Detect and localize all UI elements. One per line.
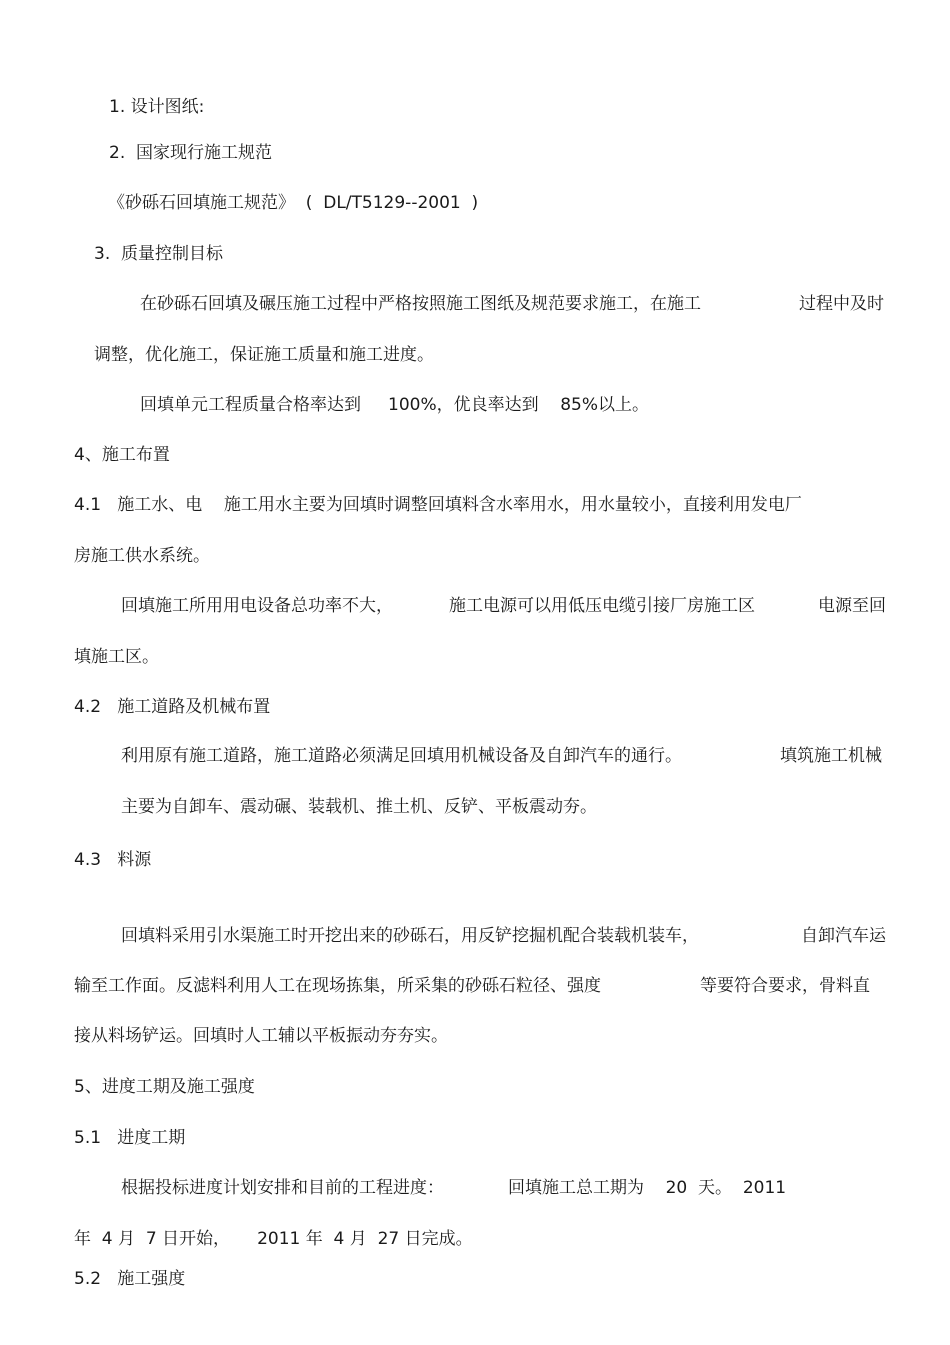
item-national-codes: 2. 国家现行施工规范 (109, 143, 273, 163)
paragraph-line: 等要符合要求，骨料直 (700, 976, 870, 996)
subsection-heading: 5.1 进度工期 (74, 1128, 186, 1148)
paragraph-line: 房施工供水系统。 (74, 546, 210, 566)
subsection-heading: 4.3 料源 (74, 850, 152, 870)
paragraph-line: 填施工区。 (74, 647, 159, 667)
paragraph-line: 年 4 月 7 日开始， 2011 年 4 月 27 日完成。 (74, 1229, 473, 1249)
paragraph-line: 填筑施工机械 (780, 746, 882, 766)
paragraph-line: 回填施工所用用电设备总功率不大， (121, 596, 393, 616)
paragraph-line: 回填料采用引水渠施工时开挖出来的砂砾石，用反铲挖掘机配合装载机装车， (121, 926, 699, 946)
paragraph-line: 在砂砾石回填及碾压施工过程中严格按照施工图纸及规范要求施工，在施工 (140, 294, 701, 314)
subsection-heading: 4.2 施工道路及机械布置 (74, 697, 271, 717)
subsection-heading: 5.2 施工强度 (74, 1269, 186, 1289)
section-heading: 4、施工布置 (74, 445, 170, 465)
paragraph-line: 施工电源可以用低压电缆引接厂房施工区 (449, 596, 755, 616)
paragraph-line: 根据投标进度计划安排和目前的工程进度： (121, 1178, 444, 1198)
paragraph-line: 回填施工总工期为 20 天。 2011 (508, 1178, 787, 1198)
paragraph-line: 调整，优化施工，保证施工质量和施工进度。 (94, 345, 434, 365)
subsection-water-power: 4.1 施工水、电 施工用水主要为回填时调整回填料含水率用水，用水量较小，直接利用发电厂 (74, 495, 802, 515)
paragraph-line: 主要为自卸车、震动碾、装载机、推土机、反铲、平板震动夯。 (121, 797, 597, 817)
paragraph-line: 自卸汽车运 (801, 926, 886, 946)
paragraph-line: 过程中及时 (799, 294, 884, 314)
code-reference: 《砂砾石回填施工规范》 ( DL/T5129--2001 ) (108, 193, 479, 213)
section-quality-target: 3. 质量控制目标 (94, 244, 224, 264)
item-design-drawings: 1. 设计图纸: (109, 97, 205, 117)
paragraph-line: 输至工作面。反滤料利用人工在现场拣集，所采集的砂砾石粒径、强度 (74, 976, 601, 996)
section-heading: 5、进度工期及施工强度 (74, 1077, 255, 1097)
paragraph-line: 利用原有施工道路，施工道路必须满足回填用机械设备及自卸汽车的通行。 (121, 746, 682, 766)
paragraph-line: 电源至回 (818, 596, 886, 616)
paragraph-line: 接从料场铲运。回填时人工辅以平板振动夯夯实。 (74, 1026, 448, 1046)
quality-rate-line: 回填单元工程质量合格率达到 100%，优良率达到 85%以上。 (140, 395, 650, 415)
